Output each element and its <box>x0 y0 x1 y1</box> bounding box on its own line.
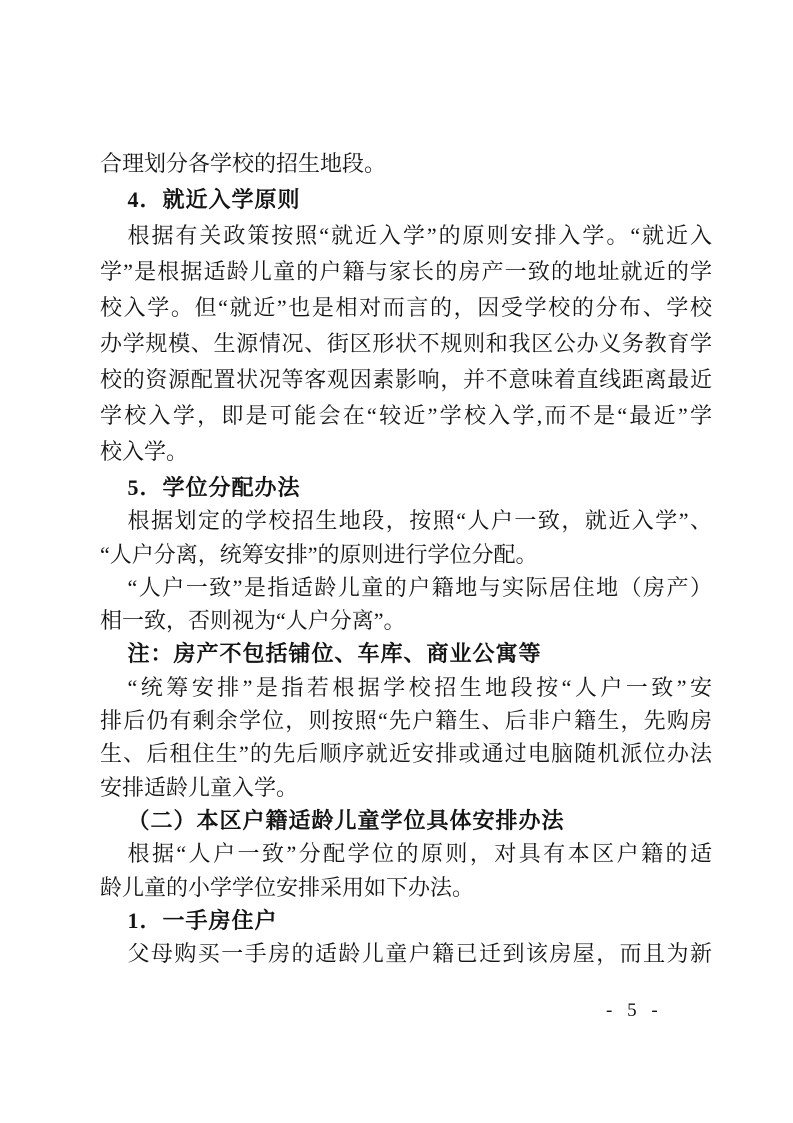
doc-line: 根据“人户一致”分配学位的原则，对具有本区户籍的适 <box>127 841 712 867</box>
doc-line: 学”是根据适龄儿童的户籍与家长的房产一致的地址就近的学 <box>100 259 712 284</box>
doc-line: 根据划定的学校招生地段，按照“人户一致，就近入学”、 <box>127 508 712 534</box>
doc-line: 学校入学，即是可能会在“较近”学校入学,而不是“最近”学 <box>100 403 712 428</box>
doc-line: 校入学。 <box>100 439 189 464</box>
doc-line: 校入学。但“就近”也是相对而言的，因受学校的分布、学校 <box>100 295 712 320</box>
section-heading-part2: （二）本区户籍适龄儿童学位具体安排办法 <box>127 807 565 833</box>
doc-line: 安排适龄儿童入学。 <box>100 774 299 800</box>
note-line: 注：房产不包括铺位、车库、商业公寓等 <box>127 641 542 667</box>
doc-line: “统筹安排”是指若根据学校招生地段按“人户一致”安 <box>127 674 712 700</box>
section-heading-1: 1．一手房住户 <box>127 907 278 933</box>
text-block-upper <box>100 146 712 470</box>
doc-line: 校的资源配置状况等客观因素影响，并不意味着直线距离最近 <box>100 367 712 392</box>
doc-line: 生、后租住生”的先后顺序就近安排或通过电脑随机派位办法 <box>100 741 712 767</box>
doc-line: 父母购买一手房的适龄儿童户籍已迁到该房屋，而且为新 <box>127 941 712 967</box>
doc-line: 龄儿童的小学学位安排采用如下办法。 <box>100 874 475 900</box>
page-number: - 5 - <box>606 1000 663 1021</box>
section-heading-5: 5．学位分配办法 <box>127 475 301 500</box>
section-heading-4: 4．就近入学原则 <box>127 187 301 212</box>
doc-line: “人户一致”是指适龄儿童的户籍地与实际居住地（房产） <box>127 574 712 600</box>
doc-line: 排后仍有剩余学位，则按照“先户籍生、后非户籍生，先购房 <box>100 708 712 734</box>
doc-line: 相一致，否则视为“人户分离”。 <box>100 608 406 634</box>
doc-line: 办学规模、生源情况、街区形状不规则和我区公办义务教育学 <box>100 331 712 356</box>
doc-line: “人户分离，统筹安排”的原则进行学位分配。 <box>100 541 538 567</box>
doc-line: 根据有关政策按照“就近入学”的原则安排入学。“就近入 <box>127 223 712 248</box>
doc-line: 合理划分各学校的招生地段。 <box>100 151 387 176</box>
text-block-lower <box>100 471 712 970</box>
